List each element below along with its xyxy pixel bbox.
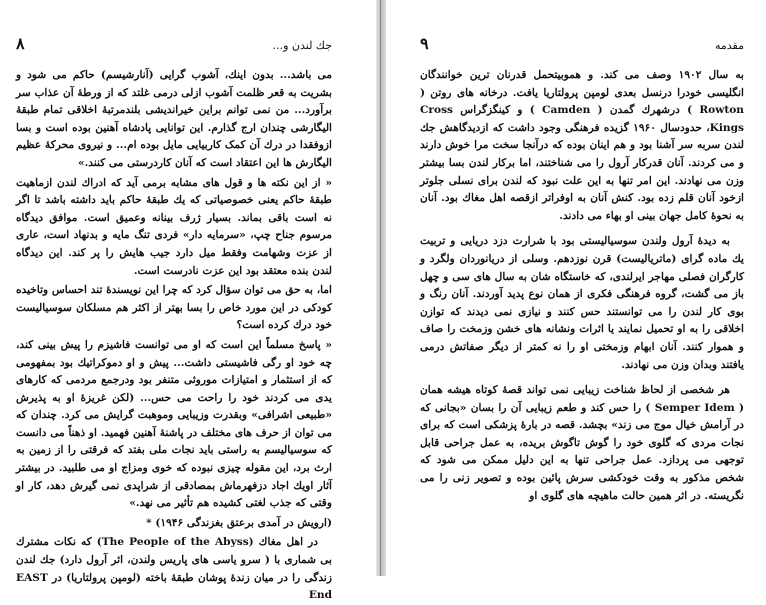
right-paragraph-3: هر شخصی از لحاظ شناخت زیبایی نمی تواند قصهٔ کوتاه هیشه همان ( Semper Idem ) را حس کند و طعم زیبایی آن را بسان «بجانی که در آرامش خیال موج می زند» بچشد. قصه در بارهٔ پزشکی است که برای نجات مردی که گلوی خود را گوش تاگوش بریده، به عمل جراحی قابل توجهی می پردازد. عمل جراحی تنها به این دلیل ممکن می شود که شخص مذکور به وقت خودکشی سرش پائین بوده و تصویر زنی را می نگریسته. در اثر همین حالت ماهیچه های گلوی او <box>420 384 744 502</box>
left-paragraph-4: « پاسخ مسلماً این است که او می توانست فاشیزم را پیش بینی کند، چه خود او رگی فاشیستی داشت... پیش و او دموکراتیك بود بمفهومی که از استثمار و امتیازات موروثی متنفر بود ودرجمع مردمی که کارهای یدی می کردند خود را راحت می حس... (لکن غریزهٔ او به پذیرش «طبیعی اشرافی» وبقدرت وزیبایی وموهبت گرایش می کرد. چندان که می توان از حرف های مختلف در پاشنهٔ آهنین فهمید. او ذهناً می دانست که سوسیالیسم به راستی باید نجات ملی بفتد که فرقتی را از زمین به ارث برد، این مقوله چیزی نبوده که خوی ومزاج او می طلبید. در بیشتر آثار اویك اجاد دزفهرماش بمصادقی از شراپدی نمی گیرش دهد، کار او وقتی که جذب لغتی کشیده هم تأثیر می نهد.» <box>16 338 332 510</box>
left-page <box>0 0 376 602</box>
right-paragraph-1: به سال ۱۹۰۲ وصف می کند. و هموبیتحمل قدرنان ترین خوانندگان انگلیسی خودرا درنسل بعدی لومپن پرولتاریا یافت. درخانه های روتن ( Rowton ) درشهرك گمدن ( Camden ) و کینگزگراس Cross Kings، حدودسال ۱۹۶۰ گزیده فرهنگی وجود داشت که ازدیدگاهش جك لندن سربه سر آشنا بود و هم اینان بوده که درآنجا سخت مرا خوش دارند و می کردند. آنان قدرکار آرول را می شناختند، اما برکار لندن بسا بیشتر وزن می نهادند. این امر تنها به این علت نبود که لندن برای نسلی جلوتر ازخود آنان قلم زده بود. کنش آنان به اوفراتر ازقصه اهل مغاك بود. آنان به نحوهٔ کامل جهان بینی او بهاء می دادند. <box>420 69 744 222</box>
left-paragraph-2: « از این نکته ها و قول هاى مشابه برمی آید که ادراك لندن ازماهیت طبقهٔ حاکم یعنی خصوصیاتی که یك طبقهٔ حاکم باید داشته باشد تا اگر نه است باقی بماند. بسیار ژرف بینانه وعمیق است. موافق دیدگاه مرسوم جناح چپ، «سرمایه دار» فردی تنگ مایه و بدنهاد است، عاری از عزت وشهامت وفقط میل دارد جیب هایش را پر کند. این دیدگاه لندن بنده معتقد بود این عزت نادرست است. <box>16 176 332 277</box>
left-paragraph-1: می باشد... بدون اینك، آشوب گرایی (آنارشیسم) حاکم می شود و بشریت به قعر ظلمت آشوب ازلی درمی غلتد که از ورطهٔ آن عذاب سر برآورد... من نمی توانم براین خیراندیشی بلندمرتبهٔ اخلاقی تمام طبقهٔ الیگارشی چندان ارج گذارم. این توانایی پادشاه آهنین بوده است و بسا ازوفقدا در درك آن کمک کاربیایی مایل بوده ام... و نیروی محرکهٔ عظیم الیگارش ها این اعتقاد است که آنان کاردرستی می کنند.» <box>16 69 332 169</box>
left-page-header <box>16 34 332 53</box>
left-paragraph-3: اما، به حق می توان سؤال کرد که چرا این نویسندهٔ تند احساس وتاخیده کودکی در این مورد خاص را بسا بهتر از اکثر هم مسلکان سوسیالیست خود درك کرده است؟ <box>16 284 332 332</box>
right-paragraph-2: به دیدهٔ آرول ولندن سوسیالیستی بود با شرارت دزد دریایی و تربیت یك ماده گرای (ماتریالیست) قرن نوزدهم. وسلی از دریانوردان ولگرد و کارگران فصلی مهاجر ایرلندی، که خاستگاه شان به سال های سی و چهل باز می گشت، گروه فرهنگی فکری از همان نوع پدید آوردند. آنان رنگ و بوی کار لندن را می توانستند حس کنند و نیازی نمی دیدند که توازن اخلاقی را به او تحمیل نمایند یا اثرات ونشانه های خشن وزمخت را صاف و هموار کنند. آنان ابهام وزمختی او را نه کمتر از دیگر صفاتش درمی یافتند وبدان وزن می نهادند. <box>420 235 744 371</box>
left-page-number: ۸ <box>16 34 25 53</box>
book-gutter <box>376 0 386 576</box>
left-paragraph-5: در اهل مغاك (The People of the Abyss) که نکات مشترك بی شماری با ( سرو یاسی های پاریس ولندن، اثر آرول دارد) جك لندن زندگی را در میان زندهٔ پوشان طبقهٔ باخته (لومپن پرولتاریا) در EAST End <box>16 536 332 602</box>
right-page-number: ۹ <box>420 34 429 53</box>
right-page-header <box>420 34 744 53</box>
left-citation: (ارویش در آمدی برعتق بغزندگی ۱۹۴۶) * <box>146 516 332 529</box>
left-running-title: جك لندن و... <box>272 39 332 52</box>
right-page <box>386 0 766 576</box>
right-running-title: مقدمه <box>714 39 744 52</box>
